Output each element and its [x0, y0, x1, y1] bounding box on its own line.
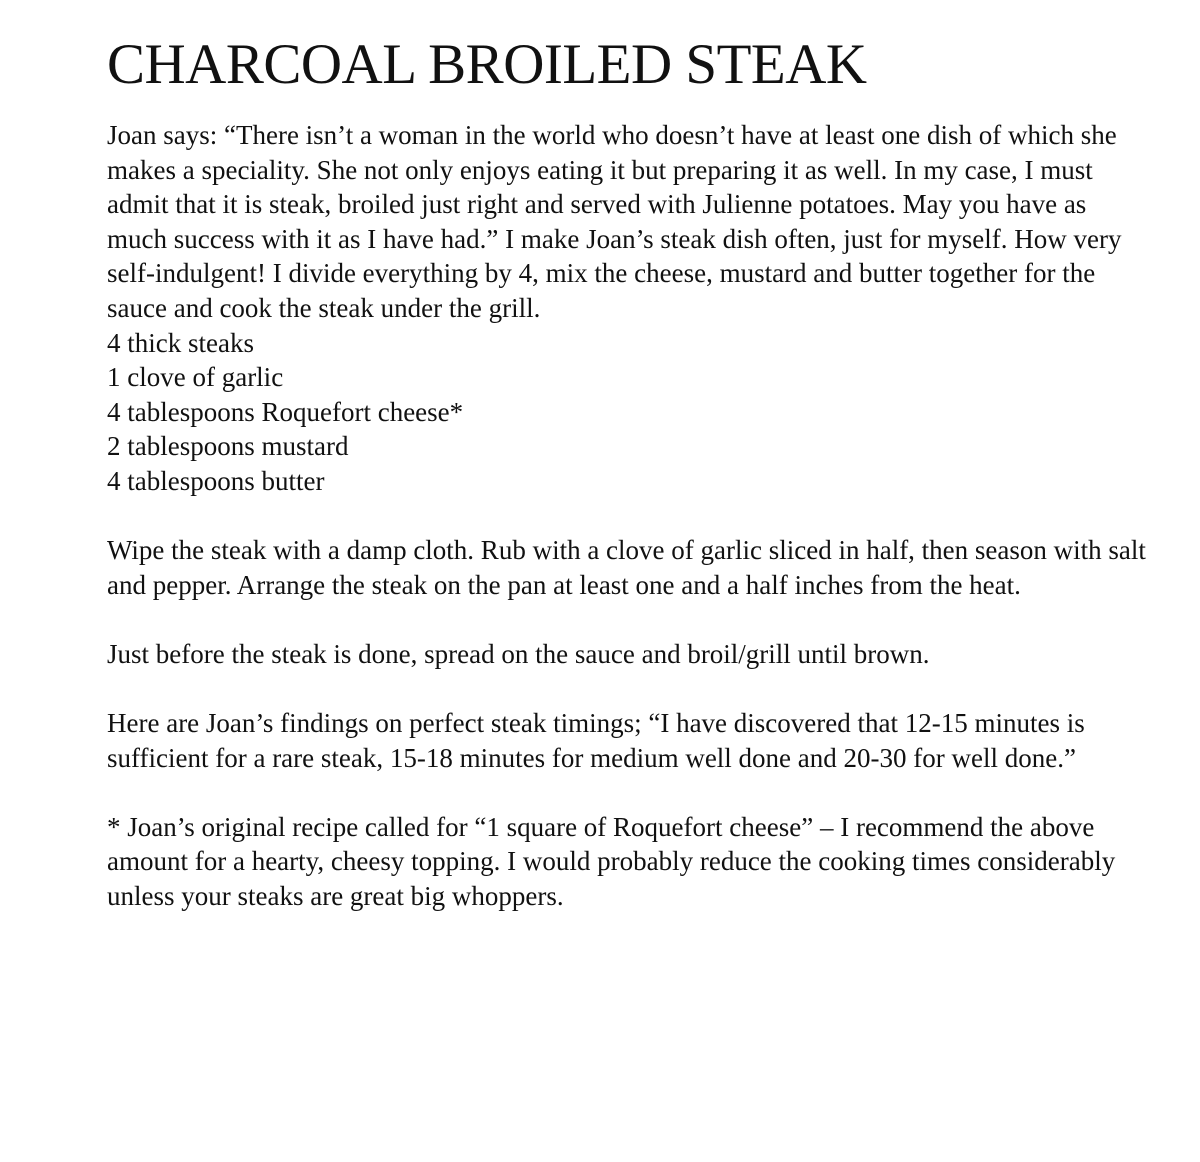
- intro-paragraph: Joan says: “There isn’t a woman in the world who doesn’t have at least one dish of which she makes a speciality. She not only enjoys eating it but preparing it as well. In my case, I must admit that it is steak, broiled just right and served with Julienne potatoes. May you have as much success with it as I have had.” I make Joan’s steak dish often, just for myself. How very self-indulgent! I divide everything by 4, mix the cheese, mustard and butter together for the sauce and cook the steak under the grill.: [107, 120, 1122, 323]
- ingredient-item: 1 clove of garlic: [107, 362, 284, 393]
- footnote-paragraph: * Joan’s original recipe called for “1 square of Roquefort cheese” – I recommend the above amount for a hearty, cheesy topping. I would probably reduce the cooking times considerably unless your steaks are great big whoppers.: [107, 811, 1116, 912]
- ingredient-item: 4 tablespoons Roquefort cheese*: [107, 396, 464, 427]
- recipe-title: CHARCOAL BROILED STEAK: [107, 33, 867, 96]
- step-paragraph: Just before the steak is done, spread on the sauce and broil/grill until brown.: [107, 638, 930, 669]
- ingredient-item: 2 tablespoons mustard: [107, 431, 349, 462]
- ingredient-item: 4 tablespoons butter: [107, 465, 325, 496]
- step-paragraph: Wipe the steak with a damp cloth. Rub with a clove of garlic sliced in half, then season with salt and pepper. Arrange the steak on the pan at least one and a half inches from the heat.: [107, 535, 1146, 600]
- ingredient-list: [107, 326, 1147, 499]
- timings-paragraph: Here are Joan’s findings on perfect steak timings; “I have discovered that 12-15 minutes is sufficient for a rare steak, 15-18 minutes for medium well done and 20-30 for well done.”: [107, 708, 1085, 773]
- ingredient-item: 4 thick steaks: [107, 327, 254, 358]
- recipe-page: [107, 30, 1147, 914]
